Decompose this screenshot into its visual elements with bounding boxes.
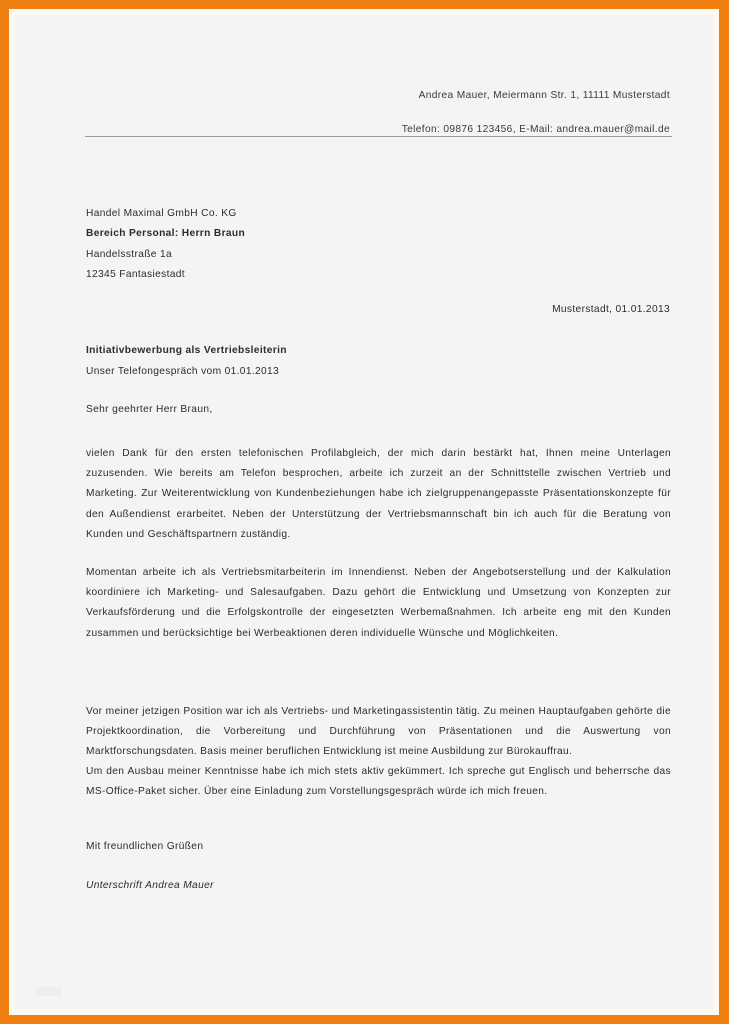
recipient-street: Handelsstraße 1a — [86, 248, 173, 260]
recipient-department: Bereich Personal: Herrn Braun — [86, 228, 246, 240]
recipient-address-block — [86, 204, 245, 286]
subject-reference: Unser Telefongespräch vom 01.01.2013 — [86, 366, 280, 377]
paper-scan-artifact — [36, 987, 62, 996]
signature-line: Unterschrift Andrea Mauer — [86, 880, 214, 891]
recipient-city: 12345 Fantasiestadt — [86, 269, 185, 281]
body-paragraph-1: vielen Dank für den ersten telefonischen Profilabgleich, der mich darin bestärkt hat, Ihnen meine Unterlagen zuzusenden. Wie bereits am Telefon besprochen, arbeite ich zurzeit an der Schnittstelle zwischen Vertrieb und Marketing. Zur Weiterentwicklung von Kundenbeziehungen habe ich zielgruppenangepasste Präsentationskonzepte für den Außendienst erarbeitet. Neben der Unterstützung der Vertriebsmannschaft bin ich auch für die Beratung von Kunden und Geschäftspartnern zuständig. — [86, 448, 671, 540]
closing-greeting: Mit freundlichen Grüßen — [86, 841, 204, 852]
letter-content — [14, 14, 713, 1009]
body-paragraph-2: Momentan arbeite ich als Vertriebsmitarbeiterin im Innendienst. Neben der Angebotserstellung und der Kalkulation koordiniere ich Marketing- und Salesaufgaben. Dazu gehört die Entwicklung und Umsetzung von Konzepten zur Verkaufsförderung und die Erfolgskontrolle der eingesetzten Werbemaßnahmen. Ich arbeite eng mit den Kunden zusammen und berücksichtige bei Werbeaktionen deren individuelle Wünsche und Möglichkeiten. — [86, 567, 671, 639]
sender-name-line: Andrea Mauer, Meiermann Str. 1, 11111 Musterstadt — [418, 90, 670, 101]
body-paragraph-3: Vor meiner jetzigen Position war ich als Vertriebs- und Marketingassistentin tätig. Zu meinen Hauptaufgaben gehörte die Projektkoordination, die Vorbereitung und Durchführung von Präsentationen und die Auswertung von Marktforschungsdaten. Basis meiner beruflichen Entwicklung ist meine Ausbildung zur Bürokauffrau. — [86, 706, 671, 758]
sender-contact-line: Telefon: 09876 123456, E-Mail: andrea.mauer@mail.de — [401, 124, 670, 135]
letter-paper — [14, 14, 713, 1009]
salutation: Sehr geehrter Herr Braun, — [86, 404, 213, 415]
body-paragraph-4: Um den Ausbau meiner Kenntnisse habe ich mich stets aktiv gekümmert. Ich spreche gut Englisch und beherrsche das MS-Office-Paket sicher. Über eine Einladung zum Vorstellungsgespräch würde ich mich freuen. — [86, 766, 671, 798]
subject-block — [86, 340, 287, 382]
sender-header — [72, 86, 670, 140]
recipient-company: Handel Maximal GmbH Co. KG — [86, 208, 237, 219]
place-and-date: Musterstadt, 01.01.2013 — [552, 304, 670, 315]
subject-title: Initiativbewerbung als Vertriebsleiterin — [86, 345, 287, 356]
header-divider-rule — [85, 136, 672, 137]
paper-inner-margin — [9, 9, 719, 1015]
